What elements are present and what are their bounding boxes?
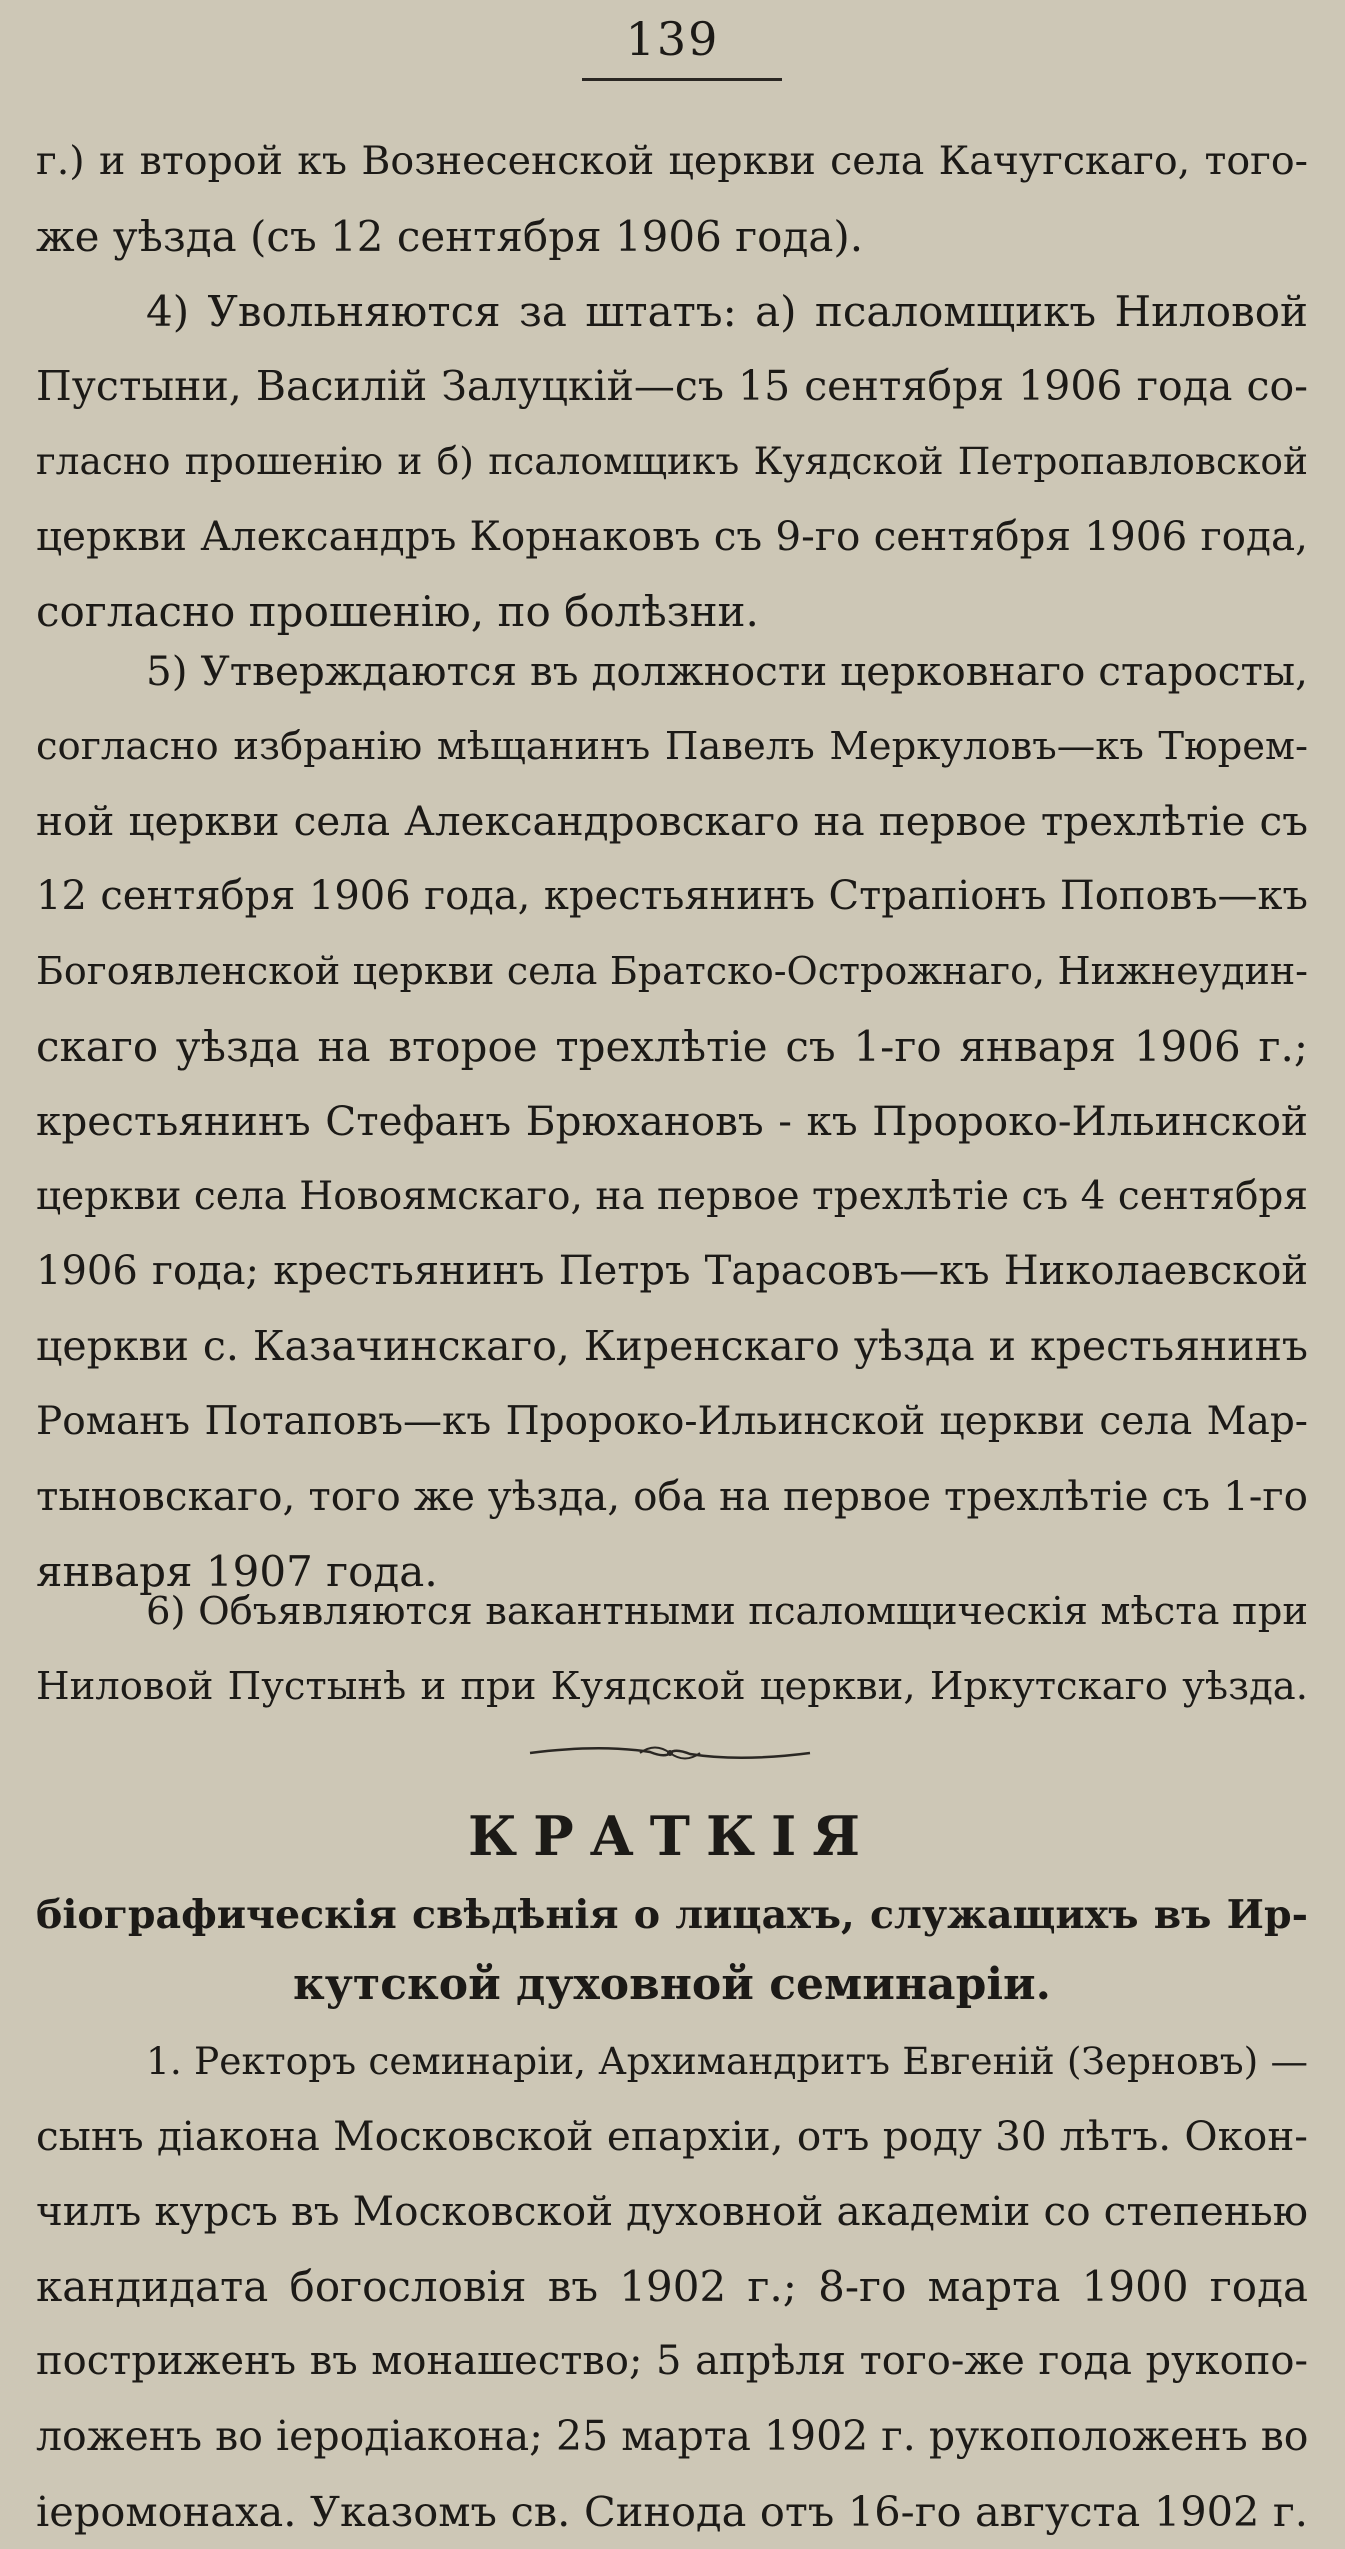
text-line: церкви села Новоямскаго, на первое трехлѣтіе съ 4 сентября [36,1174,1308,1219]
text-line: же уѣзда (съ 12 сентября 1906 года). [36,212,864,261]
section-heading [36,1792,1308,2020]
section-subtitle-line: біографическія свѣдѣнія о лицахъ, служащихъ въ Ир- [36,1892,1308,1938]
text-line: 4) Увольняются за штатъ: а) псаломщикъ Ниловой [146,287,1308,336]
text-line: чилъ курсъ въ Московской духовной академіи со степенью [36,2187,1308,2235]
paragraph-5 [36,634,1308,1609]
text-line: 1906 года; крестьянинъ Петръ Тарасовъ—къ Николаевской [36,1248,1308,1294]
text-line: іеромонаха. Указомъ св. Синода отъ 16-го августа 1902 г. [36,2487,1308,2536]
text-line: церкви с. Казачинскаго, Киренскаго уѣзда и крестьянинъ [36,1322,1308,1370]
text-line: сынъ діакона Московской епархіи, отъ роду 30 лѣтъ. Окон- [36,2112,1308,2160]
text-line: Пустыни, Василій Залуцкій—съ 15 сентября 1906 года со- [36,362,1308,410]
ornament-divider [520,1738,820,1768]
paragraph-4 [36,274,1308,649]
text-line: ложенъ во іеродіакона; 25 марта 1902 г. рукоположенъ во [36,2412,1309,2460]
text-line: кандидата богословія въ 1902 г.; 8-го марта 1900 года [36,2262,1308,2311]
paragraph-6 [36,1574,1308,1724]
page-number: 139 [625,12,720,66]
text-line: 12 сентября 1906 года, крестьянинъ Страпіонъ Поповъ—къ [36,873,1308,919]
text-line: Богоявленской церкви села Братско-Острожнаго, Нижнеудин- [36,949,1308,993]
section-subtitle-line: кутской духовной семинаріи. [292,1959,1051,2010]
text-line: ной церкви села Александровскаго на первое трехлѣтіе съ [36,797,1308,845]
section-title: КРАТКІЯ [468,1804,876,1868]
text-line: января 1907 года. [36,1547,438,1596]
text-line: тыновскаго, того же уѣзда, оба на первое трехлѣтіе съ 1-го [36,1472,1308,1520]
text-line: скаго уѣзда на второе трехлѣтіе съ 1-го января 1906 г.; [36,1022,1308,1071]
text-line: крестьянинъ Стефанъ Брюхановъ - къ Пророко-Ильинской [36,1097,1308,1145]
text-line: Ниловой Пустынѣ и при Куядской церкви, Иркутскаго уѣзда. [36,1664,1308,1709]
text-line: 1. Ректоръ семинаріи, Архимандритъ Евгеній (Зерновъ) — [146,2039,1308,2083]
text-line: Романъ Потаповъ—къ Пророко-Ильинской церкви села Мар- [36,1399,1308,1444]
text-line: 6) Объявляются вакантными псаломщическія мѣста при [146,1589,1308,1634]
text-line: постриженъ въ монашество; 5 апрѣля того-же года рукопо- [36,2338,1308,2384]
page-number-rule [582,78,782,81]
section-paragraph-1 [36,2024,1308,2549]
paragraph-continuation [36,124,1308,274]
text-line: церкви Александръ Корнаковъ съ 9-го сентября 1906 года, [36,512,1308,560]
text-line: гласно прошенію и б) псаломщикъ Куядской Петропавловской [36,439,1308,483]
text-line: 5) Утверждаются въ должности церковнаго старосты, [146,647,1308,695]
text-line: согласно прошенію, по болѣзни. [36,587,759,636]
text-line: согласно избранію мѣщанинъ Павелъ Меркуловъ—къ Тюрем- [36,724,1308,769]
text-line: г.) и второй къ Вознесенской церкви села Качугскаго, того- [36,138,1308,184]
